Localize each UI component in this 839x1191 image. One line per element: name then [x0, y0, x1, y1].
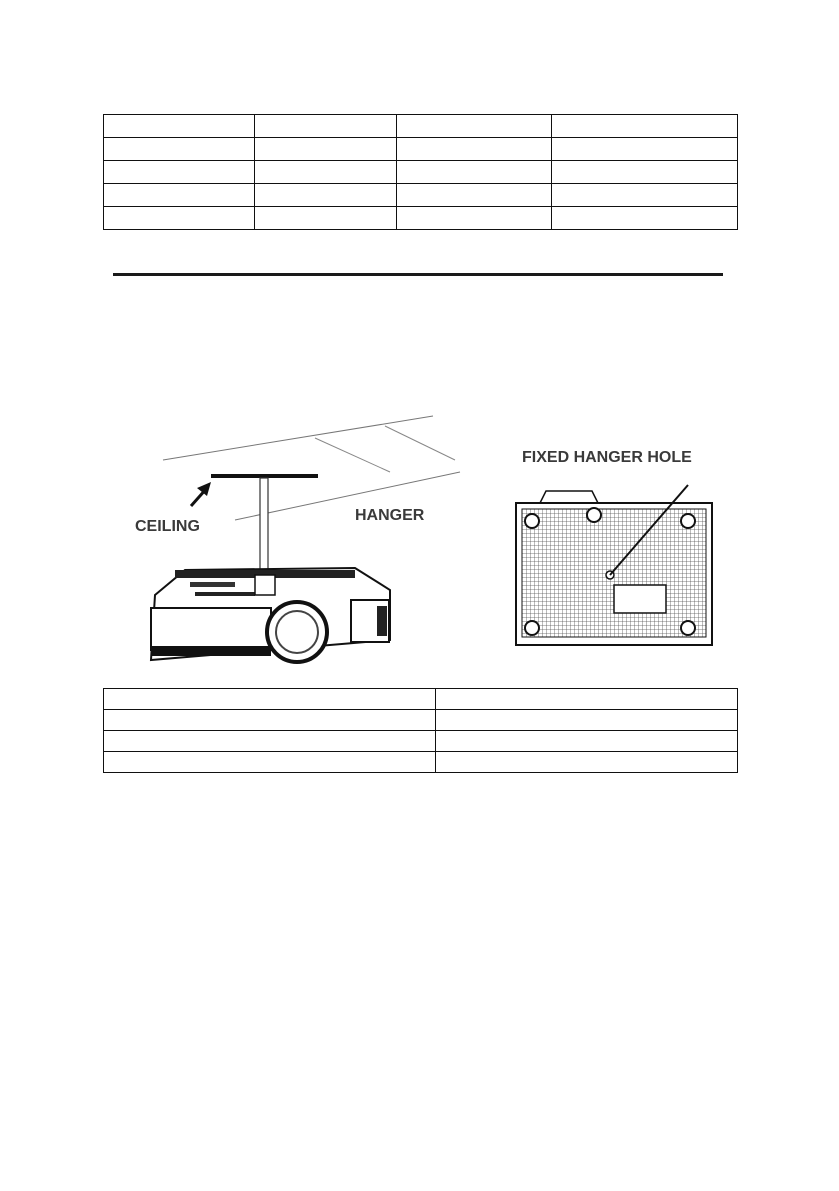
ceiling-label: CEILING [135, 518, 200, 535]
bottom-table-body [104, 689, 738, 773]
hanger-hole-drawing [510, 445, 725, 650]
table-row [104, 161, 738, 184]
table-cell [104, 731, 436, 752]
table-row [104, 689, 738, 710]
table-cell [397, 161, 552, 184]
hanger-hole-illustration [510, 445, 725, 650]
table-row [104, 184, 738, 207]
bottom-table [103, 688, 738, 773]
table-cell [397, 184, 552, 207]
top-table-body [104, 115, 738, 230]
table-cell [104, 710, 436, 731]
table-cell [552, 207, 738, 230]
ceiling-mount-drawing [115, 410, 470, 670]
table-cell [436, 731, 738, 752]
table-cell [552, 184, 738, 207]
table-row [104, 207, 738, 230]
table-cell [436, 689, 738, 710]
top-table [103, 114, 738, 230]
table-cell [104, 138, 255, 161]
table-cell [255, 138, 397, 161]
table-cell [255, 161, 397, 184]
table-row [104, 710, 738, 731]
table-cell [552, 115, 738, 138]
table-row [104, 731, 738, 752]
section-divider [113, 273, 723, 276]
table-cell [255, 115, 397, 138]
table-cell [397, 115, 552, 138]
ceiling-mount-illustration [115, 410, 470, 670]
table-cell [436, 710, 738, 731]
table-cell [104, 161, 255, 184]
table-row [104, 138, 738, 161]
table-cell [104, 115, 255, 138]
table-cell [104, 184, 255, 207]
table-cell [436, 752, 738, 773]
table-cell [255, 207, 397, 230]
table-row [104, 115, 738, 138]
table-cell [104, 207, 255, 230]
table-cell [255, 184, 397, 207]
table-cell [552, 138, 738, 161]
table-cell [552, 161, 738, 184]
table-row [104, 752, 738, 773]
table-cell [397, 207, 552, 230]
table-cell [104, 752, 436, 773]
table-cell [104, 689, 436, 710]
table-cell [397, 138, 552, 161]
hanger-label: HANGER [355, 507, 425, 524]
fixed-hanger-hole-label: FIXED HANGER HOLE [522, 449, 692, 466]
